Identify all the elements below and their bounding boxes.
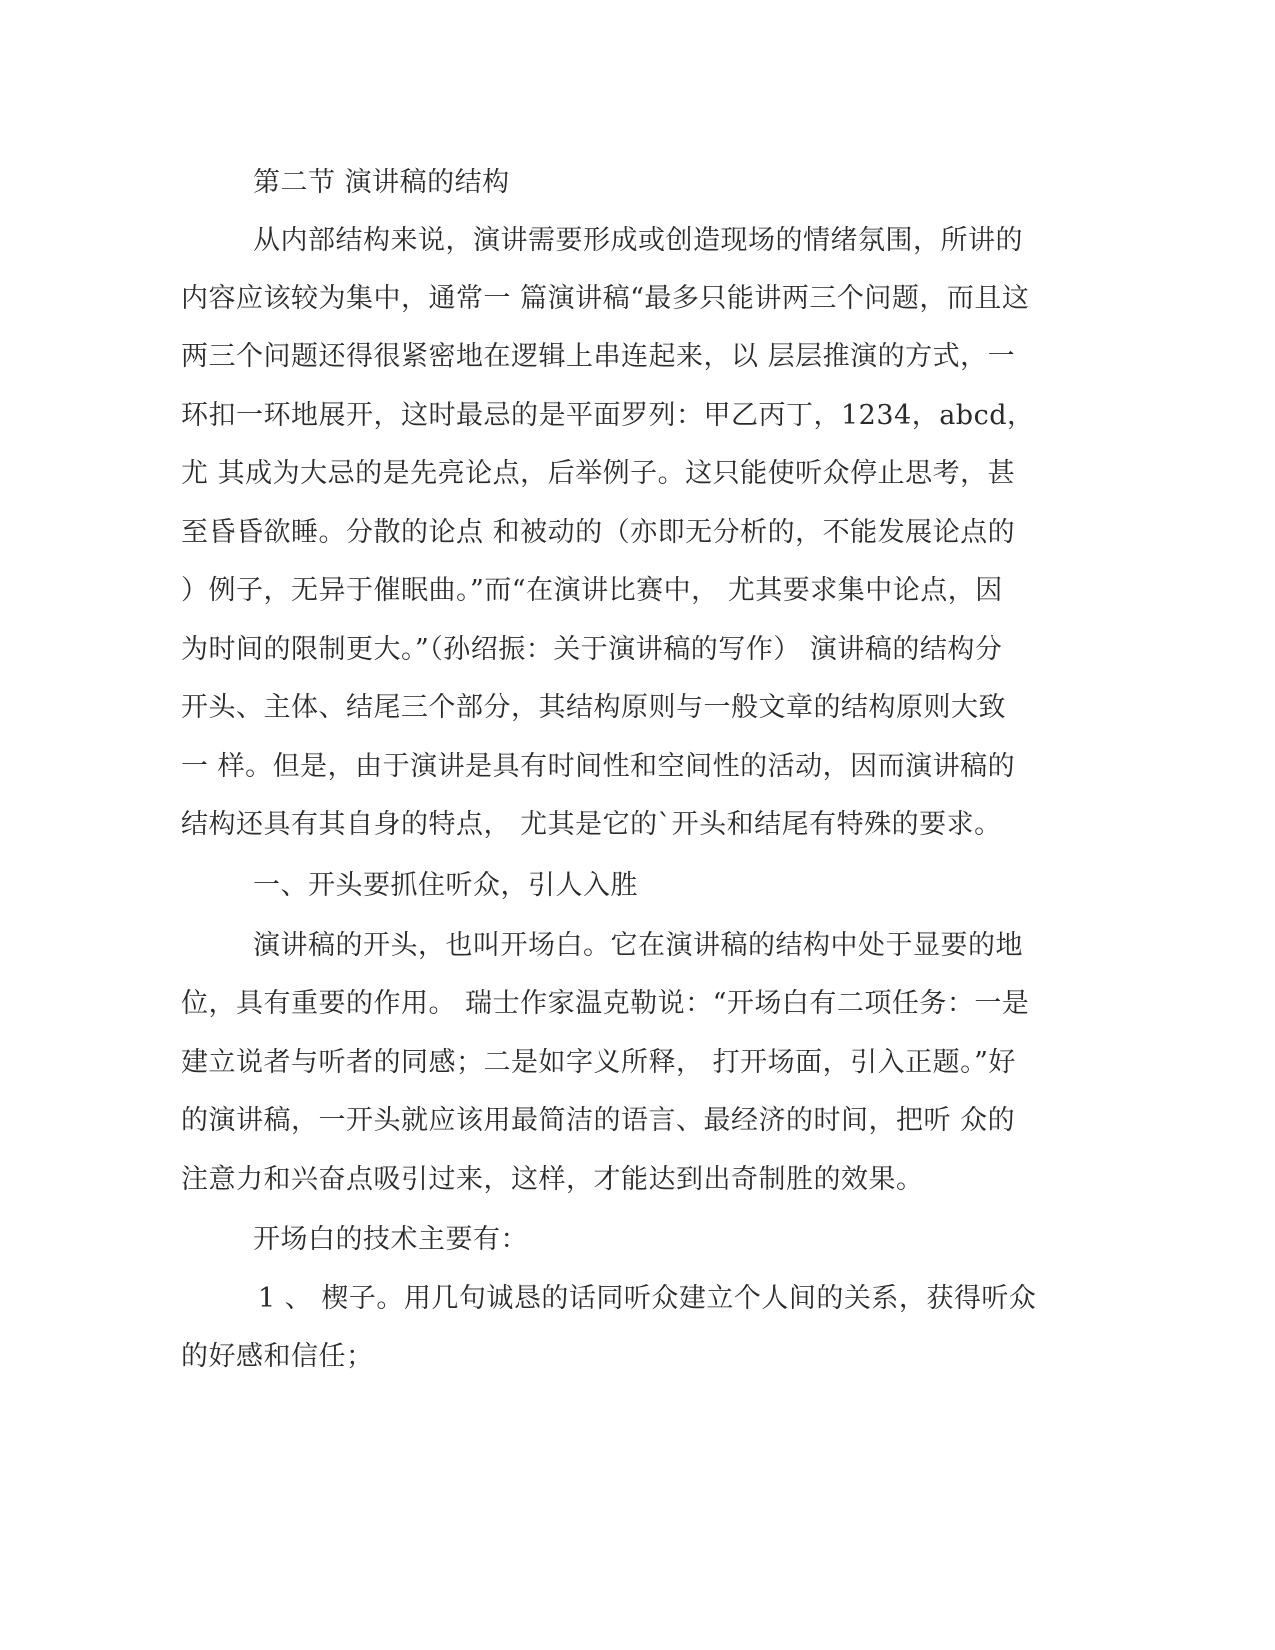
paragraph-line: 的演讲稿，一开头就应该用最简洁的语言、最经济的时间，把听 众的: [181, 1105, 1016, 1136]
paragraph-line: 位，具有重要的作用。 瑞士作家温克勒说：“开场白有二项任务：一是: [181, 988, 1030, 1019]
paragraph-line: 两三个问题还得很紧密地在逻辑上串连起来，以 层层推演的方式，一: [181, 341, 1016, 372]
paragraph-line: 至昏昏欲睡。分散的论点 和被动的（亦即无分析的，不能发展论点的: [181, 517, 1016, 548]
paragraph-line: 结构还具有其自身的特点， 尤其是它的`开头和结尾有特殊的要求。: [181, 809, 1002, 840]
paragraph-line: 从内部结构来说，演讲需要形成或创造现场的情绪氛围，所讲的: [253, 225, 1023, 256]
paragraph-line: 建立说者与听者的同感；二是如字义所释， 打开场面，引入正题。”好: [181, 1047, 1016, 1078]
list-item-line: 的好感和信任；: [181, 1341, 374, 1372]
paragraph-line: 尤 其成为大忌的是先亮论点，后举例子。这只能使听众停止思考，甚: [181, 458, 1016, 489]
paragraph-line: 一 样。但是，由于演讲是具有时间性和空间性的活动，因而演讲稿的: [181, 751, 1016, 782]
section-title: 第二节 演讲稿的结构: [253, 167, 510, 198]
list-item-line: 1 、 楔子。用几句诚恳的话同听众建立个人间的关系，获得听众: [258, 1283, 1037, 1314]
paragraph-line: 注意力和兴奋点吸引过来，这样，才能达到出奇制胜的效果。: [181, 1164, 924, 1195]
paragraph-line: 演讲稿的开头，也叫开场白。它在演讲稿的结构中处于显要的地: [253, 930, 1023, 961]
paragraph-line: 内容应该较为集中，通常一 篇演讲稿“最多只能讲两三个问题，而且这: [181, 283, 1030, 314]
paragraph-line: ）例子，无异于催眠曲。”而“在演讲比赛中， 尤其要求集中论点，因: [181, 575, 1003, 606]
paragraph-line: 开场白的技术主要有：: [253, 1224, 528, 1255]
paragraph-line: 为时间的限制更大。”（孙绍振：关于演讲稿的写作） 演讲稿的结构分: [181, 634, 1003, 665]
paragraph-line: 开头、主体、结尾三个部分，其结构原则与一般文章的结构原则大致: [181, 692, 1006, 723]
subheading: 一、开头要抓住听众，引人入胜: [253, 870, 638, 901]
paragraph-line: 环扣一环地展开，这时最忌的是平面罗列：甲乙丙丁，1234，abcd，: [181, 400, 1035, 431]
